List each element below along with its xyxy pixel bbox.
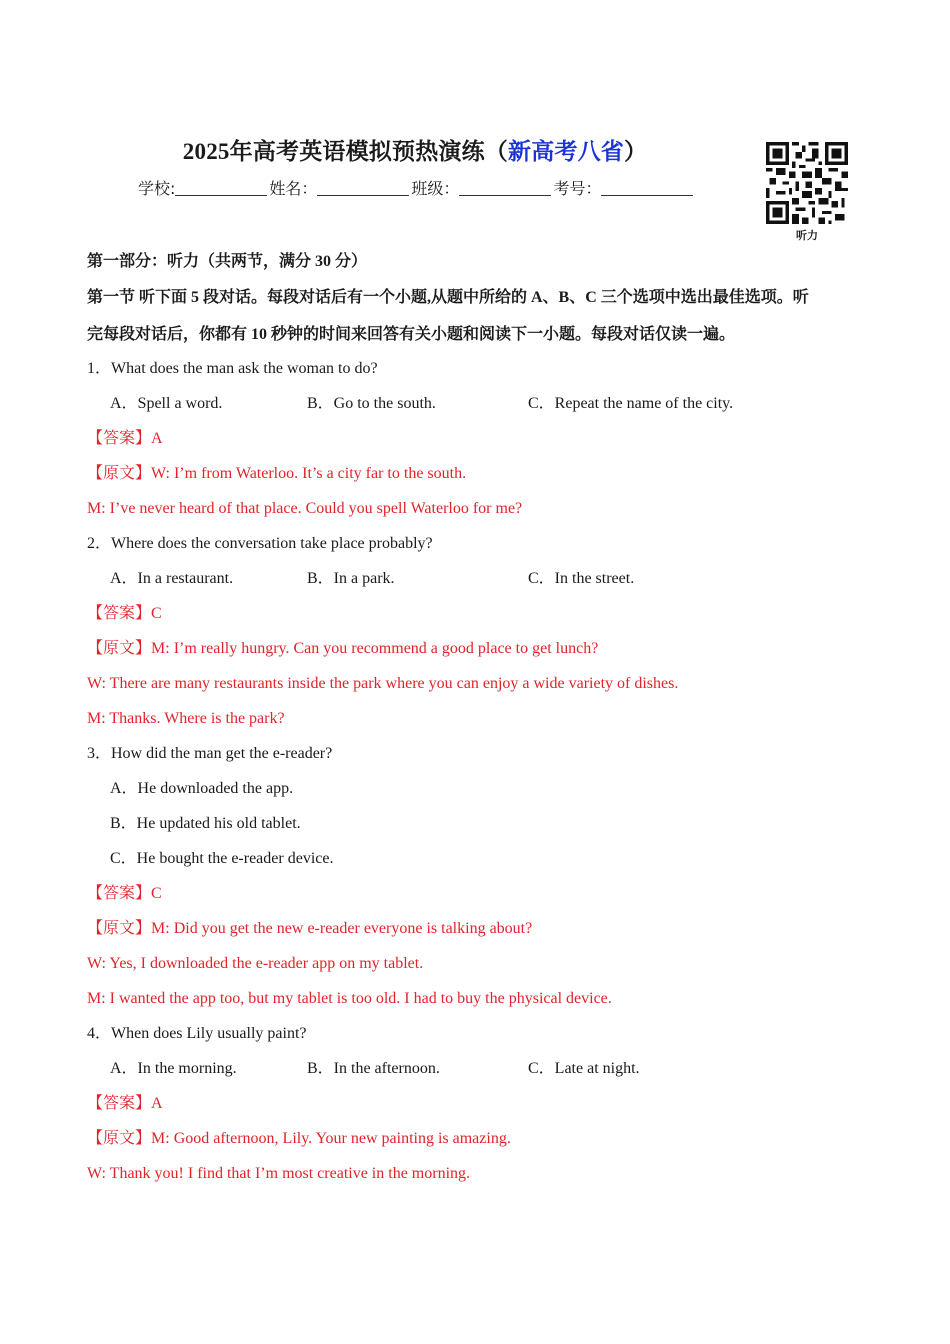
- transcript-text: M: Good afternoon, Lily. Your new painting is amazing.: [151, 1130, 511, 1147]
- q4-option-c: C．Late at night.: [528, 1060, 640, 1077]
- name-blank[interactable]: [317, 179, 409, 196]
- title-highlight: 新高考八省: [508, 139, 624, 164]
- answer-value: C: [151, 885, 162, 902]
- name-label: 姓名：: [269, 179, 318, 198]
- q3-transcript-line: M: I wanted the app too, but my tablet is too old. I had to buy the physical device.: [87, 990, 612, 1007]
- q3-transcript-line: [87, 919, 532, 939]
- exam-no-blank[interactable]: [601, 179, 693, 196]
- question-stem-1: 1．What does the man ask the woman to do?: [87, 360, 378, 377]
- answer-tag: 【答案】: [87, 605, 152, 622]
- q1-option-a: A．Spell a word.: [110, 395, 223, 412]
- exam-no-label: 考号：: [553, 179, 602, 198]
- question-stem-4: 4．When does Lily usually paint?: [87, 1025, 307, 1042]
- q2-answer: [87, 604, 162, 624]
- q1-transcript-line: [87, 464, 466, 484]
- q4-transcript-line: W: Thank you! I find that I’m most creative in the morning.: [87, 1165, 471, 1182]
- student-info-line: [138, 176, 695, 199]
- school-label: 学校:: [138, 179, 176, 198]
- title-prefix: 2025年高考英语模拟预热演练（: [182, 139, 508, 164]
- q2-transcript-line: W: There are many restaurants inside the park where you can enjoy a wide variety of dishes.: [87, 675, 679, 692]
- transcript-text: M: I’m really hungry. Can you recommend a good place to get lunch?: [151, 640, 599, 657]
- answer-value: A: [151, 430, 163, 447]
- q1-option-b: B．Go to the south.: [307, 395, 436, 412]
- school-blank[interactable]: [175, 179, 267, 196]
- q4-transcript-line: [87, 1129, 511, 1149]
- q2-option-c: C．In the street.: [528, 570, 635, 587]
- answer-value: C: [151, 605, 162, 622]
- qr-label: 听力: [796, 229, 818, 242]
- q4-option-b: B．In the afternoon.: [307, 1060, 440, 1077]
- qr-code-icon: [766, 142, 848, 224]
- transcript-tag: 【原文】: [87, 640, 152, 657]
- transcript-tag: 【原文】: [87, 1130, 152, 1147]
- q2-option-a: A．In a restaurant.: [110, 570, 234, 587]
- q1-answer: [87, 429, 163, 449]
- transcript-tag: 【原文】: [87, 920, 152, 937]
- q3-transcript-line: W: Yes, I downloaded the e-reader app on my tablet.: [87, 955, 424, 972]
- q2-transcript-line: M: Thanks. Where is the park?: [87, 710, 285, 727]
- q2-transcript-line: [87, 639, 598, 659]
- answer-tag: 【答案】: [87, 885, 152, 902]
- q4-option-a: A．In the morning.: [110, 1060, 237, 1077]
- transcript-tag: 【原文】: [87, 465, 152, 482]
- page-title: [0, 133, 830, 166]
- answer-tag: 【答案】: [87, 1095, 152, 1112]
- q3-option-b: B．He updated his old tablet.: [110, 815, 301, 832]
- intro-line-1: 第一节 听下面 5 段对话。每段对话后有一个小题,从题中所给的 A、B、C 三个选项中选出最佳选项。听: [87, 289, 809, 306]
- question-stem-3: 3．How did the man get the e-reader?: [87, 745, 333, 762]
- q3-answer: [87, 884, 162, 904]
- q1-transcript-line: M: I’ve never heard of that place. Could you spell Waterloo for me?: [87, 500, 523, 517]
- class-label: 班级：: [411, 179, 460, 198]
- part-title: 第一部分：听力（共两节，满分 30 分）: [87, 253, 368, 270]
- intro-line-2: 完每段对话后，你都有 10 秒钟的时间来回答有关小题和阅读下一小题。每段对话仅读一遍。: [87, 326, 736, 343]
- question-stem-2: 2．Where does the conversation take place probably?: [87, 535, 433, 552]
- title-suffix: ）: [624, 139, 648, 164]
- q2-option-b: B．In a park.: [307, 570, 395, 587]
- q1-option-c: C．Repeat the name of the city.: [528, 395, 734, 412]
- answer-value: A: [151, 1095, 163, 1112]
- transcript-text: M: Did you get the new e-reader everyone is talking about?: [151, 920, 533, 937]
- class-blank[interactable]: [459, 179, 551, 196]
- transcript-text: W: I’m from Waterloo. It’s a city far to the south.: [151, 465, 467, 482]
- q4-answer: [87, 1094, 163, 1114]
- answer-tag: 【答案】: [87, 430, 152, 447]
- q3-option-c: C．He bought the e-reader device.: [110, 850, 334, 867]
- q3-option-a: A．He downloaded the app.: [110, 780, 294, 797]
